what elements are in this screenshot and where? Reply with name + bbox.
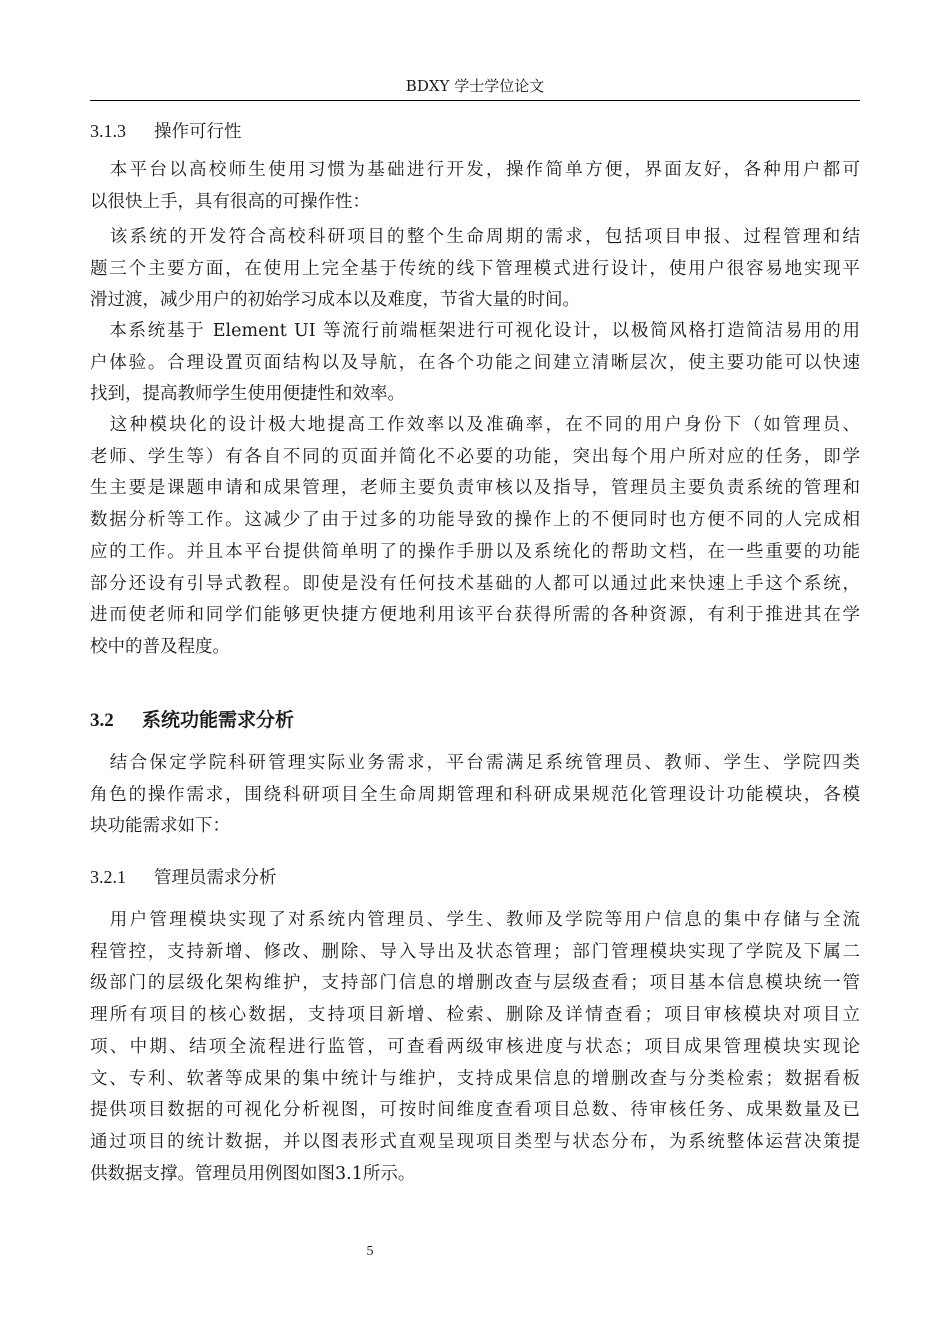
paragraph-line: 用户管理模块实现了对系统内管理员、学生、教师及学院等用户信息的集中存储与全流 (90, 910, 860, 930)
paragraph-line: 供数据支撑。管理员用例图如图3.1所示。 (90, 1163, 416, 1184)
paragraph-line: 生主要是课题申请和成果管理，老师主要负责审核以及指导，管理员主要负责系统的管理和 (90, 478, 860, 499)
paragraph-line: 该系统的开发符合高校科研项目的整个生命周期的需求，包括项目申报、过程管理和结 (90, 227, 860, 247)
paragraph-line: 本平台以高校师生使用习惯为基础进行开发，操作简单方便，界面友好，各种用户都可 (90, 160, 860, 180)
section-number: 3.2.1 (90, 867, 126, 887)
paragraph-line: 项、中期、结项全流程进行监管，可查看两级审核进度与状态；项目成果管理模块实现论 (90, 1036, 860, 1057)
header-rule (90, 100, 860, 101)
paragraph-line: 理所有项目的核心数据，支持项目新增、检索、删除及详情查看；项目审核模块对项目立 (90, 1005, 860, 1026)
paragraph-line: 题三个主要方面，在使用上完全基于传统的线下管理模式进行设计，使用户很容易地实现平 (90, 258, 860, 279)
paragraph-line: 程管控，支持新增、修改、删除、导入导出及状态管理；部门管理模块实现了学院及下属二 (90, 941, 860, 962)
section-title: 系统功能需求分析 (142, 709, 295, 731)
paragraph-line: 文、专利、软著等成果的集中统计与维护，支持成果信息的增删改查与分类检索；数据看板 (90, 1068, 860, 1089)
paragraph-6 (90, 905, 860, 1190)
section-title: 操作可行性 (154, 122, 242, 142)
paragraph-line: 通过项目的统计数据，并以图表形式直观呈现项目类型与状态分布，为系统整体运营决策提 (90, 1131, 860, 1152)
paragraph-line: 数据分析等工作。这减少了由于过多的功能导致的操作上的不便同时也方便不同的人完成相 (90, 510, 860, 531)
paragraph-line: 角色的操作需求，围绕科研项目全生命周期管理和科研成果规范化管理设计功能模块，各模 (90, 784, 860, 805)
paragraph-line: 块功能需求如下： (90, 816, 230, 837)
paragraph-1 (90, 155, 860, 218)
section-title: 管理员需求分析 (154, 868, 277, 888)
paragraph-line: 找到，提高教师学生使用便捷性和效率。 (90, 384, 405, 405)
section-number: 3.1.3 (90, 121, 126, 141)
paragraph-line: 进而使老师和同学们能够更快捷方便地利用该平台获得所需的各种资源，有利于推进其在学 (90, 605, 860, 626)
paragraph-2 (90, 222, 860, 317)
section-3-2-heading (90, 705, 294, 736)
paragraph-line: 部分还设有引导式教程。即使是没有任何技术基础的人都可以通过此来快速上手这个系统， (90, 573, 860, 594)
section-number: 3.2 (90, 710, 114, 731)
paragraph-line: 本系统基于 Element UI 等流行前端框架进行可视化设计，以极简风格打造简洁易用的用 (90, 321, 860, 341)
paragraph-line: 以很快上手，具有很高的可操作性： (90, 191, 370, 212)
paragraph-line: 滑过渡，减少用户的初始学习成本以及难度，节省大量的时间。 (90, 290, 580, 311)
paragraph-line: 户体验。合理设置页面结构以及导航，在各个功能之间建立清晰层次，使主要功能可以快速 (90, 352, 860, 373)
paragraph-3 (90, 316, 860, 411)
paragraph-5 (90, 748, 860, 843)
paragraph-line: 结合保定学院科研管理实际业务需求，平台需满足系统管理员、教师、学生、学院四类 (90, 753, 860, 773)
paragraph-4 (90, 410, 860, 664)
section-3-1-3-heading (90, 117, 242, 146)
section-3-2-1-heading (90, 863, 277, 892)
paragraph-line: 校中的普及程度。 (90, 636, 230, 657)
paragraph-line: 这种模块化的设计极大地提高工作效率以及准确率，在不同的用户身份下（如管理员、 (90, 415, 860, 435)
paragraph-line: 提供项目数据的可视化分析视图，可按时间维度查看项目总数、待审核任务、成果数量及已 (90, 1100, 860, 1121)
paragraph-line: 级部门的层级化架构维护，支持部门信息的增删改查与层级查看；项目基本信息模块统一管 (90, 973, 860, 994)
page-number: 5 (366, 1244, 374, 1259)
paragraph-line: 老师、学生等）有各自不同的页面并简化不必要的功能，突出每个用户所对应的任务，即学 (90, 446, 860, 467)
paragraph-line: 应的工作。并且本平台提供简单明了的操作手册以及系统化的帮助文档，在一些重要的功能 (90, 541, 860, 562)
running-header: BDXY 学士学位论文 (405, 77, 545, 95)
